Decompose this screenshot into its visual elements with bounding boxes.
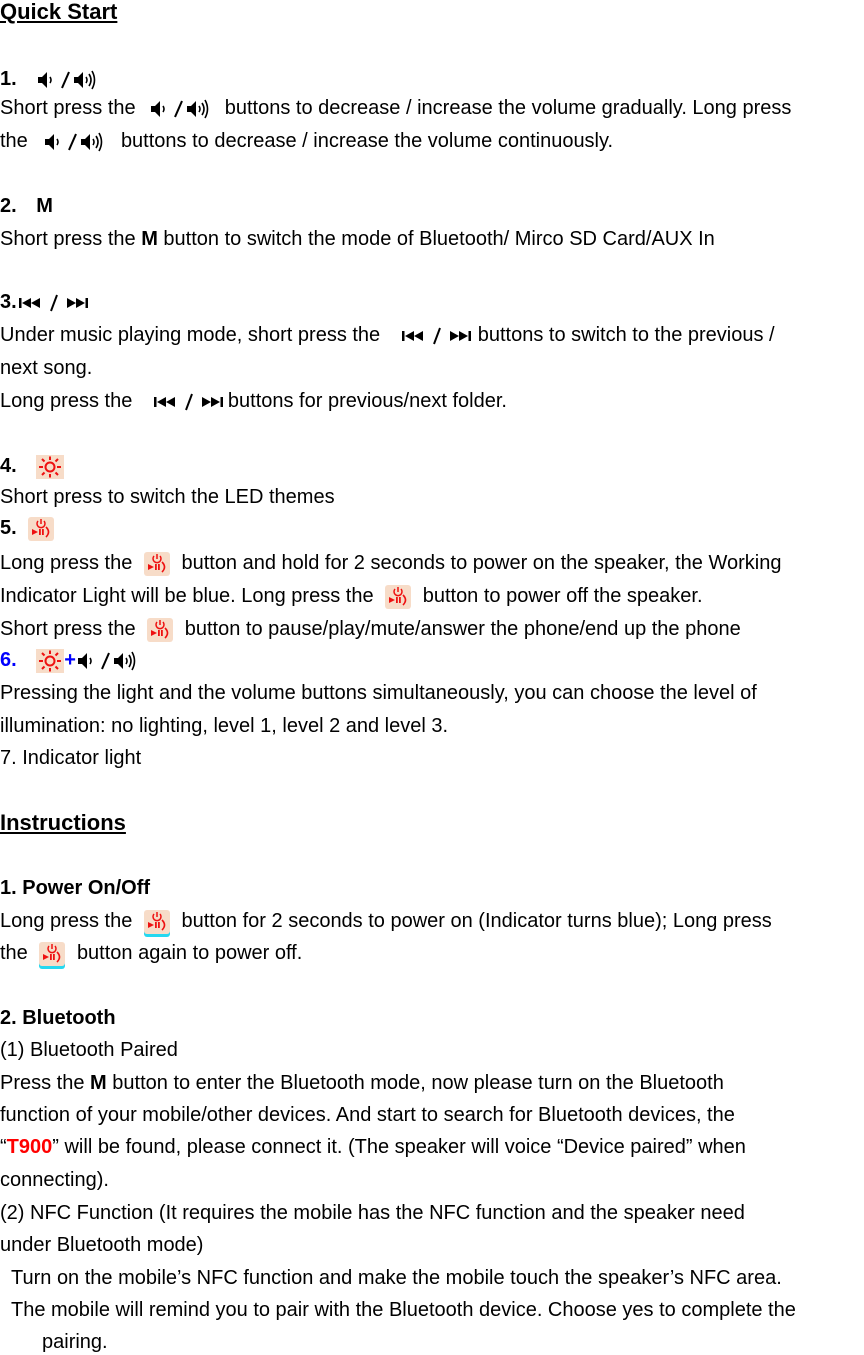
item5-text: button and hold for 2 seconds to power on the speaker, the Working <box>181 552 782 574</box>
item2-heading <box>0 194 53 218</box>
item4-line1: Short press to switch the LED themes <box>0 486 335 508</box>
plus-sign: + <box>64 649 76 671</box>
item3-line1 <box>0 323 775 347</box>
bluetooth-p3 <box>0 1135 746 1159</box>
quick-start-title: Quick Start <box>0 0 118 24</box>
item5-text: button to pause/play/mute/answer the phone/end up the phone <box>184 618 741 640</box>
item7-line: 7. Indicator light <box>0 747 142 769</box>
item3-line3 <box>0 389 507 413</box>
bluetooth-text: “ <box>0 1136 7 1158</box>
power-text: button again to power off. <box>76 942 303 964</box>
m-key-label: M <box>141 228 158 250</box>
item1-text: buttons to decrease / increase the volume gradually. Long press <box>224 97 792 119</box>
item3-text: buttons to switch to the previous / <box>477 324 775 346</box>
bluetooth-p4: connecting). <box>0 1169 109 1191</box>
item2-number: 2. <box>0 195 17 217</box>
item6-heading <box>0 648 138 673</box>
power-heading: 1. Power On/Off <box>0 877 151 899</box>
item3-text: Long press the <box>0 390 133 412</box>
instructions-title: Instructions <box>0 810 126 835</box>
item5-line1 <box>0 551 781 576</box>
prev-next-icon <box>152 392 226 412</box>
bluetooth-heading: 2. Bluetooth <box>0 1007 116 1029</box>
power-play-icon <box>28 517 54 541</box>
item5-text: Indicator Light will be blue. Long press the <box>0 585 374 607</box>
item5-number: 5. <box>0 517 17 539</box>
item1-text: Short press the <box>0 97 136 119</box>
volume-down-up-icon <box>43 131 105 153</box>
nfc-line1: Turn on the mobile’s NFC function and make the mobile touch the speaker’s NFC area. <box>11 1267 782 1289</box>
bluetooth-text: button to enter the Bluetooth mode, now please turn on the Bluetooth <box>112 1072 724 1094</box>
item4-heading <box>0 454 64 479</box>
item6-number: 6. <box>0 649 17 671</box>
power-text: button for 2 seconds to power on (Indicator turns blue); Long press <box>181 910 772 932</box>
item3-line2: next song. <box>0 357 93 379</box>
item5-heading <box>0 516 54 541</box>
item2-key: M <box>36 195 53 217</box>
item6-line2: illumination: no lighting, level 1, level 2 and level 3. <box>0 715 449 737</box>
bluetooth-text: Press the <box>0 1072 85 1094</box>
item1-heading <box>0 67 98 91</box>
nfc-line2: The mobile will remind you to pair with the Bluetooth device. Choose yes to complete the <box>11 1299 796 1321</box>
power-line2 <box>0 941 302 966</box>
item3-heading <box>0 290 91 314</box>
led-light-icon <box>36 649 64 673</box>
item5-line2 <box>0 584 703 609</box>
power-text: the <box>0 942 28 964</box>
item3-text: Under music playing mode, short press the <box>0 324 381 346</box>
bluetooth-text: ” will be found, please connect it. (The speaker will voice “Device paired” when <box>52 1136 746 1158</box>
power-play-icon <box>144 910 170 934</box>
nfc-line3: pairing. <box>42 1331 108 1353</box>
bluetooth-sub1: (1) Bluetooth Paired <box>0 1039 178 1061</box>
power-play-icon <box>144 552 170 576</box>
item5-text: button to power off the speaker. <box>422 585 703 607</box>
item2-text: button to switch the mode of Bluetooth/ Mirco SD Card/AUX In <box>163 228 715 250</box>
item1-number: 1. <box>0 68 17 90</box>
bluetooth-p1 <box>0 1071 724 1095</box>
nfc-sub2a: (2) NFC Function (It requires the mobile has the NFC function and the speaker need <box>0 1202 745 1224</box>
power-play-icon <box>385 585 411 609</box>
led-light-icon <box>36 455 64 479</box>
m-key-label: M <box>90 1072 107 1094</box>
volume-down-up-icon <box>76 650 138 672</box>
model-name: T900 <box>6 1136 53 1158</box>
prev-next-icon <box>400 326 474 346</box>
item3-text: buttons for previous/next folder. <box>227 390 507 412</box>
item1-text: the <box>0 130 28 152</box>
volume-down-up-icon <box>149 98 211 120</box>
bluetooth-p2: function of your mobile/other devices. And start to search for Bluetooth devices, the <box>0 1104 735 1126</box>
item5-text: Long press the <box>0 552 133 574</box>
nfc-sub2b: under Bluetooth mode) <box>0 1234 204 1256</box>
power-play-icon <box>147 618 173 642</box>
item2-text: Short press the <box>0 228 136 250</box>
item1-text: buttons to decrease / increase the volume continuously. <box>120 130 614 152</box>
item1-line2 <box>0 129 613 153</box>
power-line1 <box>0 909 772 934</box>
item5-text: Short press the <box>0 618 136 640</box>
item6-line1: Pressing the light and the volume buttons simultaneously, you can choose the level of <box>0 682 757 704</box>
item5-line3 <box>0 617 741 642</box>
item2-line1 <box>0 227 715 251</box>
item1-line1 <box>0 96 791 120</box>
volume-down-up-icon <box>36 69 98 91</box>
prev-next-icon <box>17 293 91 313</box>
item4-number: 4. <box>0 455 17 477</box>
power-play-icon <box>39 942 65 966</box>
power-text: Long press the <box>0 910 133 932</box>
item3-number: 3. <box>0 291 17 313</box>
